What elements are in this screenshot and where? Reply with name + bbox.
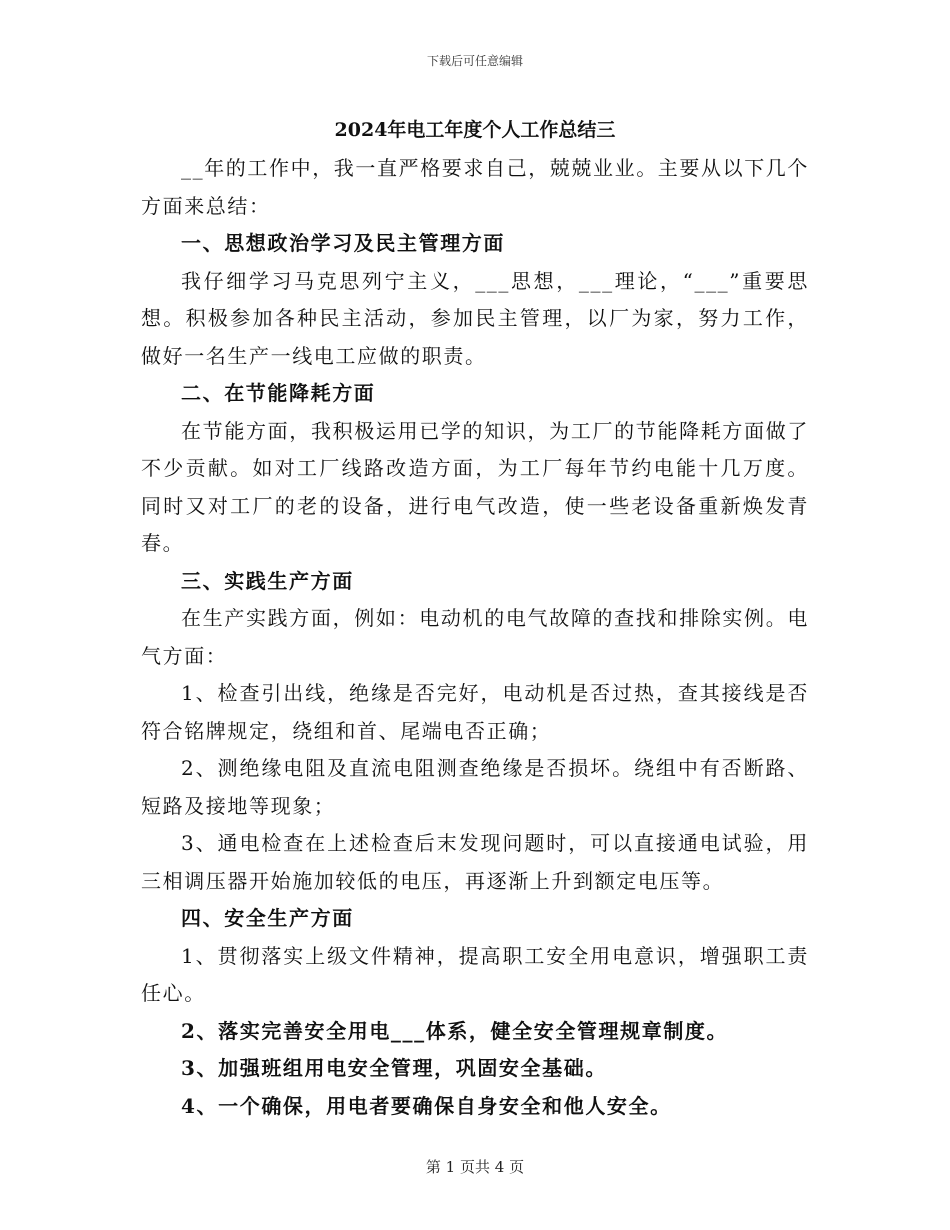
section-heading: 四、安全生产方面 bbox=[181, 906, 354, 930]
paragraph: 2、测绝缘电阻及直流电阻测查绝缘是否损坏。绕组中有否断路、短路及接地等现象； bbox=[141, 756, 809, 818]
paragraph-list bbox=[141, 150, 809, 1125]
section-heading: 2、落实完善安全用电___体系，健全安全管理规章制度。 bbox=[181, 1018, 729, 1043]
document-title: 2024年电工年度个人工作总结三 bbox=[334, 119, 616, 141]
section-heading: 一、思想政治学习及民主管理方面 bbox=[181, 231, 505, 255]
paragraph: 1、贯彻落实上级文件精神，提高职工安全用电意识，增强职工责任心。 bbox=[141, 943, 809, 1005]
paragraph: 在节能方面，我积极运用已学的知识，为工厂的节能降耗方面做了不少贡献。如对工厂线路改造方面，为工厂每年节约电能十几万度。同时又对工厂的老的设备，进行电气改造，使一些老设备重新焕发青春。 bbox=[141, 418, 809, 555]
paragraph: 在生产实践方面，例如：电动机的电气故障的查找和排除实例。电气方面： bbox=[141, 606, 809, 668]
paragraph: __年的工作中，我一直严格要求自己，兢兢业业。主要从以下几个方面来总结： bbox=[141, 156, 809, 218]
section-heading: 三、实践生产方面 bbox=[181, 568, 354, 593]
page-footer: 第 1 页共 4 页 bbox=[425, 1158, 525, 1176]
document-body bbox=[141, 112, 809, 1125]
section-heading: 二、在节能降耗方面 bbox=[181, 381, 376, 405]
paragraph: 3、通电检查在上述检查后末发现问题时，可以直接通电试验，用三相调压器开始施加较低的电压，再逐渐上升到额定电压等。 bbox=[141, 831, 809, 893]
paragraph: 1、检查引出线，绝缘是否完好，电动机是否过热，查其接线是否符合铭牌规定，绕组和首、尾端电否正确； bbox=[141, 681, 809, 743]
page-header: 下载后可任意编辑 bbox=[426, 54, 523, 68]
paragraph: 我仔细学习马克思列宁主义，___思想，___理论，“___”重要思想。积极参加各种民主活动，参加民主管理，以厂为家，努力工作，做好一名生产一线电工应做的职责。 bbox=[141, 268, 809, 368]
section-heading: 3、加强班组用电安全管理，巩固安全基础。 bbox=[181, 1056, 607, 1080]
section-heading: 4、一个确保，用电者要确保自身安全和他人安全。 bbox=[181, 1093, 672, 1118]
